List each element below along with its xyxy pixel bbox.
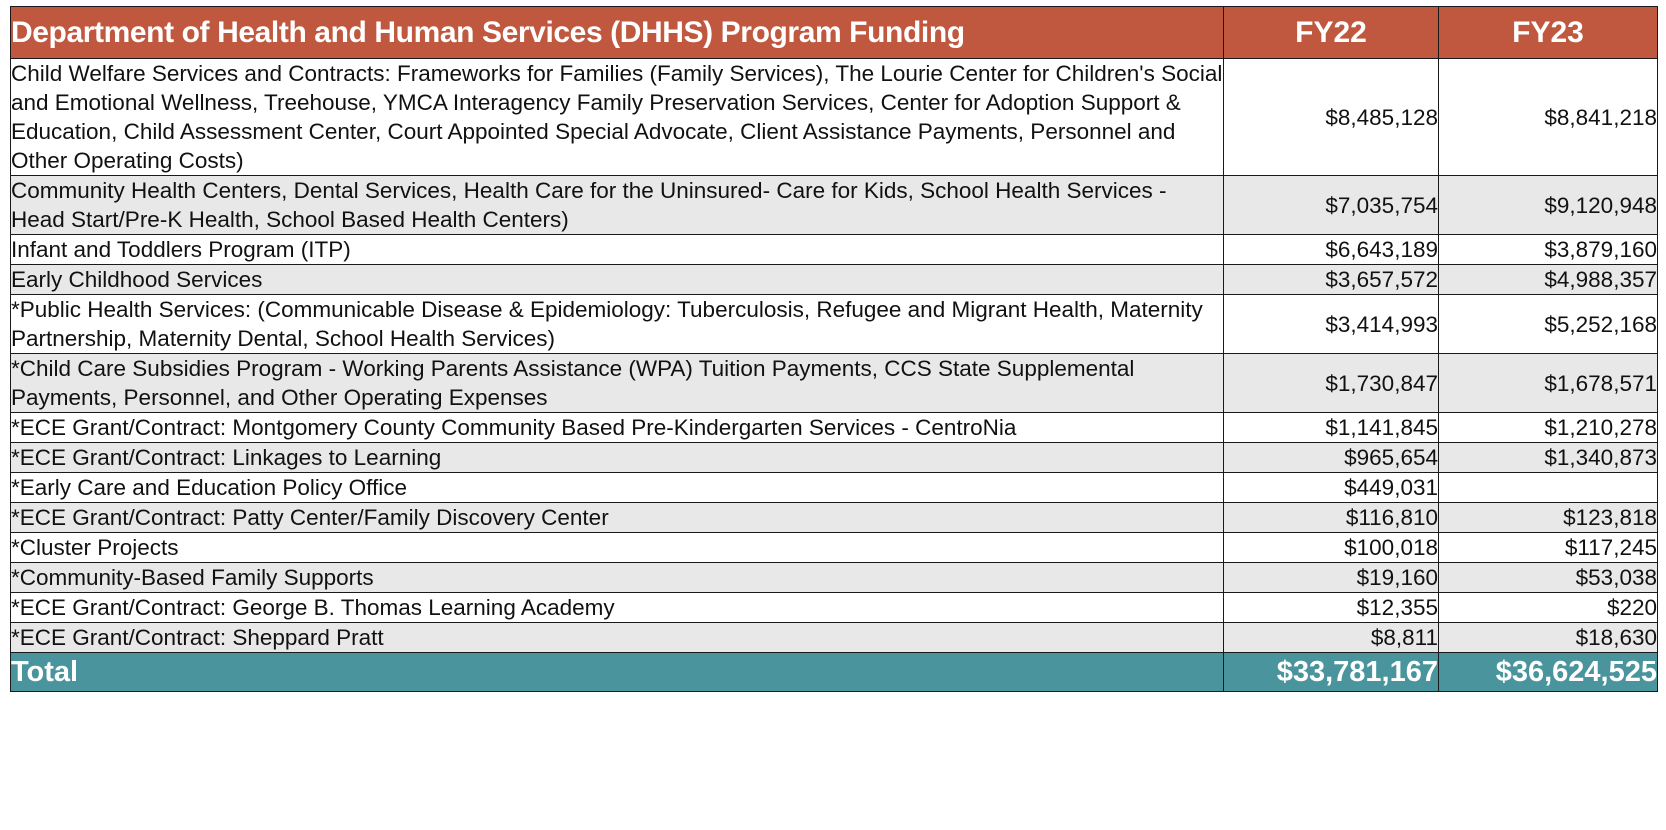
fy23-amount-cell: $18,630 [1439,623,1658,653]
total-row [11,653,1658,692]
fy23-amount-cell: $123,818 [1439,503,1658,533]
funding-table [10,6,1658,692]
table-row [11,563,1658,593]
total-fy23: $36,624,525 [1439,653,1658,692]
fy23-header: FY23 [1439,7,1658,59]
fy22-amount-cell: $100,018 [1224,533,1439,563]
program-name-cell: *ECE Grant/Contract: Montgomery County Community Based Pre-Kindergarten Services - CentroNia [11,413,1224,443]
fy22-amount-cell: $449,031 [1224,473,1439,503]
fy23-amount-cell: $8,841,218 [1439,59,1658,176]
program-name-cell: *ECE Grant/Contract: Patty Center/Family Discovery Center [11,503,1224,533]
fy22-amount-cell: $1,730,847 [1224,354,1439,413]
table-row [11,235,1658,265]
table-row [11,473,1658,503]
program-name-cell: *Cluster Projects [11,533,1224,563]
fy22-amount-cell: $6,643,189 [1224,235,1439,265]
table-row [11,533,1658,563]
table-row [11,176,1658,235]
table-row [11,443,1658,473]
table-title: Department of Health and Human Services (DHHS) Program Funding [11,7,1224,59]
fy23-amount-cell: $4,988,357 [1439,265,1658,295]
table-row [11,623,1658,653]
fy22-amount-cell: $7,035,754 [1224,176,1439,235]
table-row [11,354,1658,413]
fy23-amount-cell: $53,038 [1439,563,1658,593]
program-name-cell: Early Childhood Services [11,265,1224,295]
table-row [11,503,1658,533]
fy23-amount-cell [1439,473,1658,503]
fy23-amount-cell: $117,245 [1439,533,1658,563]
program-name-cell: *Early Care and Education Policy Office [11,473,1224,503]
fy22-amount-cell: $8,485,128 [1224,59,1439,176]
program-name-cell: *Public Health Services: (Communicable Disease & Epidemiology: Tuberculosis, Refugee and Migrant Health, Maternity Partnership, Maternity Dental, School Health Services) [11,295,1224,354]
program-name-cell: Infant and Toddlers Program (ITP) [11,235,1224,265]
fy23-amount-cell: $5,252,168 [1439,295,1658,354]
table-row [11,593,1658,623]
fy22-amount-cell: $1,141,845 [1224,413,1439,443]
total-fy22: $33,781,167 [1224,653,1439,692]
fy23-amount-cell: $3,879,160 [1439,235,1658,265]
table-row [11,295,1658,354]
total-label: Total [11,653,1224,692]
program-name-cell: *Community-Based Family Supports [11,563,1224,593]
fy23-amount-cell: $220 [1439,593,1658,623]
fy22-amount-cell: $3,414,993 [1224,295,1439,354]
fy22-amount-cell: $19,160 [1224,563,1439,593]
fy23-amount-cell: $9,120,948 [1439,176,1658,235]
fy22-header: FY22 [1224,7,1439,59]
fy22-amount-cell: $116,810 [1224,503,1439,533]
table-row [11,265,1658,295]
header-row [11,7,1658,59]
fy22-amount-cell: $3,657,572 [1224,265,1439,295]
fy22-amount-cell: $965,654 [1224,443,1439,473]
program-name-cell: *ECE Grant/Contract: Sheppard Pratt [11,623,1224,653]
table-row [11,413,1658,443]
program-name-cell: Child Welfare Services and Contracts: Frameworks for Families (Family Services), The Lourie Center for Children's Social and Emotional Wellness, Treehouse, YMCA Interagency Family Preservation Services, Center for Adoption Support & Education, Child Assessment Center, Court Appointed Special Advocate, Client Assistance Payments, Personnel and Other Operating Costs) [11,59,1224,176]
program-name-cell: *Child Care Subsidies Program - Working Parents Assistance (WPA) Tuition Payments, CCS State Supplemental Payments, Personnel, and Other Operating Expenses [11,354,1224,413]
fy23-amount-cell: $1,210,278 [1439,413,1658,443]
fy22-amount-cell: $12,355 [1224,593,1439,623]
fy23-amount-cell: $1,340,873 [1439,443,1658,473]
program-name-cell: *ECE Grant/Contract: George B. Thomas Learning Academy [11,593,1224,623]
fy23-amount-cell: $1,678,571 [1439,354,1658,413]
table-row [11,59,1658,176]
program-name-cell: *ECE Grant/Contract: Linkages to Learning [11,443,1224,473]
fy22-amount-cell: $8,811 [1224,623,1439,653]
program-name-cell: Community Health Centers, Dental Services, Health Care for the Uninsured- Care for Kids, School Health Services - Head Start/Pre-K Health, School Based Health Centers) [11,176,1224,235]
